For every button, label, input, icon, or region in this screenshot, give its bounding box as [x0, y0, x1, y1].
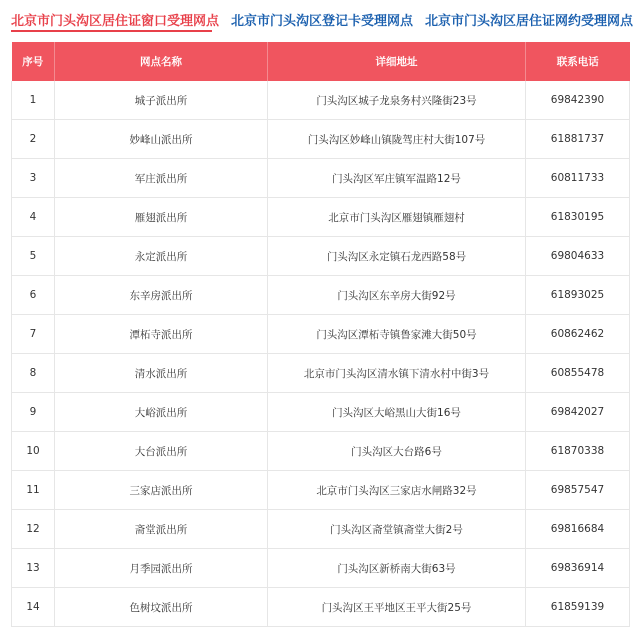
header-name: 网点名称: [55, 42, 268, 81]
active-tab-underline: [11, 30, 212, 32]
table-row: [12, 120, 630, 159]
cell-index: 2: [12, 120, 55, 159]
cell-address: 门头沟区永定镇石龙西路58号: [268, 237, 526, 276]
cell-name: 潭柘寺派出所: [55, 315, 268, 354]
table-row: [12, 354, 630, 393]
cell-name: 色树坟派出所: [55, 588, 268, 627]
table-body: [12, 81, 630, 627]
cell-index: 3: [12, 159, 55, 198]
table-row: [12, 432, 630, 471]
cell-address: 门头沟区军庄镇军温路12号: [268, 159, 526, 198]
cell-index: 11: [12, 471, 55, 510]
table-row: [12, 81, 630, 120]
cell-index: 1: [12, 81, 55, 120]
cell-index: 8: [12, 354, 55, 393]
cell-phone: 61859139: [526, 588, 630, 627]
cell-name: 雁翅派出所: [55, 198, 268, 237]
cell-index: 13: [12, 549, 55, 588]
cell-name: 斋堂派出所: [55, 510, 268, 549]
cell-index: 6: [12, 276, 55, 315]
cell-address: 北京市门头沟区雁翅镇雁翅村: [268, 198, 526, 237]
cell-phone: 69804633: [526, 237, 630, 276]
cell-address: 北京市门头沟区三家店水闸路32号: [268, 471, 526, 510]
table-row: [12, 159, 630, 198]
cell-address: 门头沟区东辛房大街92号: [268, 276, 526, 315]
cell-address: 门头沟区王平地区王平大街25号: [268, 588, 526, 627]
table-row: [12, 198, 630, 237]
cell-phone: 60862462: [526, 315, 630, 354]
cell-address: 北京市门头沟区清水镇下清水村中街3号: [268, 354, 526, 393]
cell-phone: 60855478: [526, 354, 630, 393]
tab-residence-permit-window[interactable]: 北京市门头沟区居住证窗口受理网点: [11, 14, 220, 29]
service-points-table: [11, 42, 629, 627]
table-row: [12, 471, 630, 510]
cell-address: 门头沟区潭柘寺镇鲁家滩大街50号: [268, 315, 526, 354]
tab-residence-permit-online[interactable]: 北京市门头沟区居住证网约受理网点: [425, 14, 634, 29]
table-row: [12, 510, 630, 549]
cell-index: 12: [12, 510, 55, 549]
cell-phone: 61870338: [526, 432, 630, 471]
cell-phone: 69842027: [526, 393, 630, 432]
tab-registration-card[interactable]: 北京市门头沟区登记卡受理网点: [231, 14, 414, 29]
cell-index: 5: [12, 237, 55, 276]
table-row: [12, 237, 630, 276]
cell-name: 军庄派出所: [55, 159, 268, 198]
cell-phone: 61830195: [526, 198, 630, 237]
cell-phone: 69816684: [526, 510, 630, 549]
cell-name: 城子派出所: [55, 81, 268, 120]
header-index: 序号: [12, 42, 55, 81]
cell-name: 月季园派出所: [55, 549, 268, 588]
table-row: [12, 588, 630, 627]
header-address: 详细地址: [268, 42, 526, 81]
header-phone: 联系电话: [526, 42, 630, 81]
cell-index: 14: [12, 588, 55, 627]
cell-name: 妙峰山派出所: [55, 120, 268, 159]
cell-address: 门头沟区妙峰山镇陇驾庄村大街107号: [268, 120, 526, 159]
cell-address: 门头沟区城子龙泉务村兴隆街23号: [268, 81, 526, 120]
cell-address: 门头沟区大峪黑山大街16号: [268, 393, 526, 432]
table-row: [12, 315, 630, 354]
cell-phone: 61893025: [526, 276, 630, 315]
cell-address: 门头沟区斋堂镇斋堂大街2号: [268, 510, 526, 549]
cell-index: 4: [12, 198, 55, 237]
cell-name: 大峪派出所: [55, 393, 268, 432]
table-row: [12, 549, 630, 588]
cell-index: 7: [12, 315, 55, 354]
cell-name: 东辛房派出所: [55, 276, 268, 315]
cell-phone: 69842390: [526, 81, 630, 120]
cell-phone: 60811733: [526, 159, 630, 198]
cell-address: 门头沟区新桥南大街63号: [268, 549, 526, 588]
cell-phone: 61881737: [526, 120, 630, 159]
cell-name: 三家店派出所: [55, 471, 268, 510]
cell-name: 大台派出所: [55, 432, 268, 471]
cell-index: 10: [12, 432, 55, 471]
table-row: [12, 393, 630, 432]
cell-address: 门头沟区大台路6号: [268, 432, 526, 471]
cell-index: 9: [12, 393, 55, 432]
cell-name: 永定派出所: [55, 237, 268, 276]
table-row: [12, 276, 630, 315]
cell-phone: 69836914: [526, 549, 630, 588]
tab-bar: [0, 0, 640, 40]
cell-phone: 69857547: [526, 471, 630, 510]
table-header-row: [12, 42, 630, 81]
cell-name: 清水派出所: [55, 354, 268, 393]
